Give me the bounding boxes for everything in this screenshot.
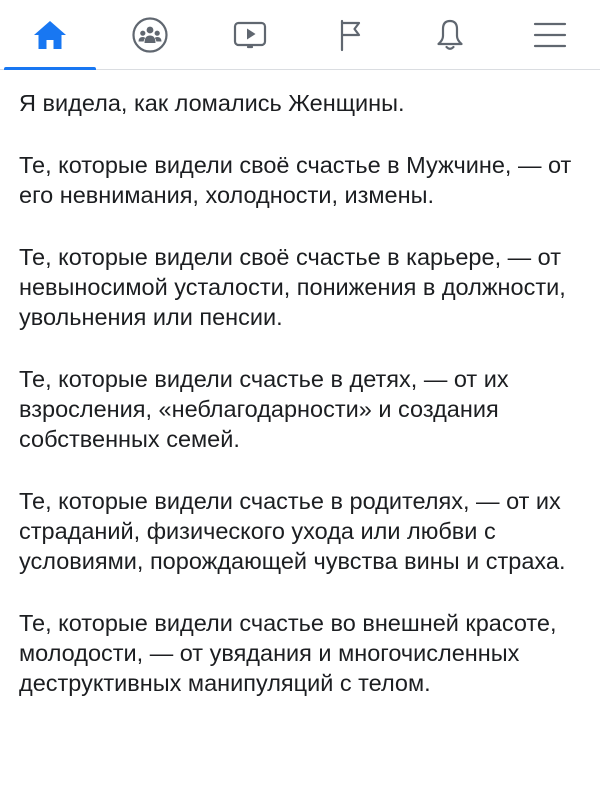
post-paragraph: Те, которые видели своё счастье в Мужчине, — от его невнимания, холодности, измены. — [19, 152, 572, 208]
home-icon — [32, 18, 68, 52]
post-paragraph: Те, которые видели счастье в детях, — от их взросления, «неблагодарности» и создания собственных семей. — [19, 366, 509, 452]
tab-groups[interactable] — [100, 0, 200, 69]
tab-home[interactable] — [0, 0, 100, 69]
tab-watch-video[interactable] — [200, 0, 300, 69]
pages-flag-icon — [332, 16, 368, 54]
tab-notifications[interactable] — [400, 0, 500, 69]
video-icon — [231, 17, 269, 53]
notifications-bell-icon — [432, 16, 468, 54]
groups-icon — [131, 16, 169, 54]
post-paragraph: Те, которые видели своё счастье в карьере, — от невыносимой усталости, понижения в должности, увольнения или пенсии. — [19, 244, 566, 330]
menu-icon — [532, 18, 568, 52]
post-paragraph: Я видела, как ломались Женщины. — [19, 90, 405, 116]
tab-menu[interactable] — [500, 0, 600, 69]
post-body — [0, 70, 600, 698]
tab-pages[interactable] — [300, 0, 400, 69]
post-paragraph: Те, которые видели счастье в родителях, — от их страданий, физического ухода или любви с условиями, порождающей чувства вины и страха. — [19, 488, 566, 574]
post-paragraph: Те, которые видели счастье во внешней красоте, молодости, — от увядания и многочисленных деструктивных манипуляций с телом. — [19, 610, 557, 696]
top-navigation-bar — [0, 0, 600, 70]
